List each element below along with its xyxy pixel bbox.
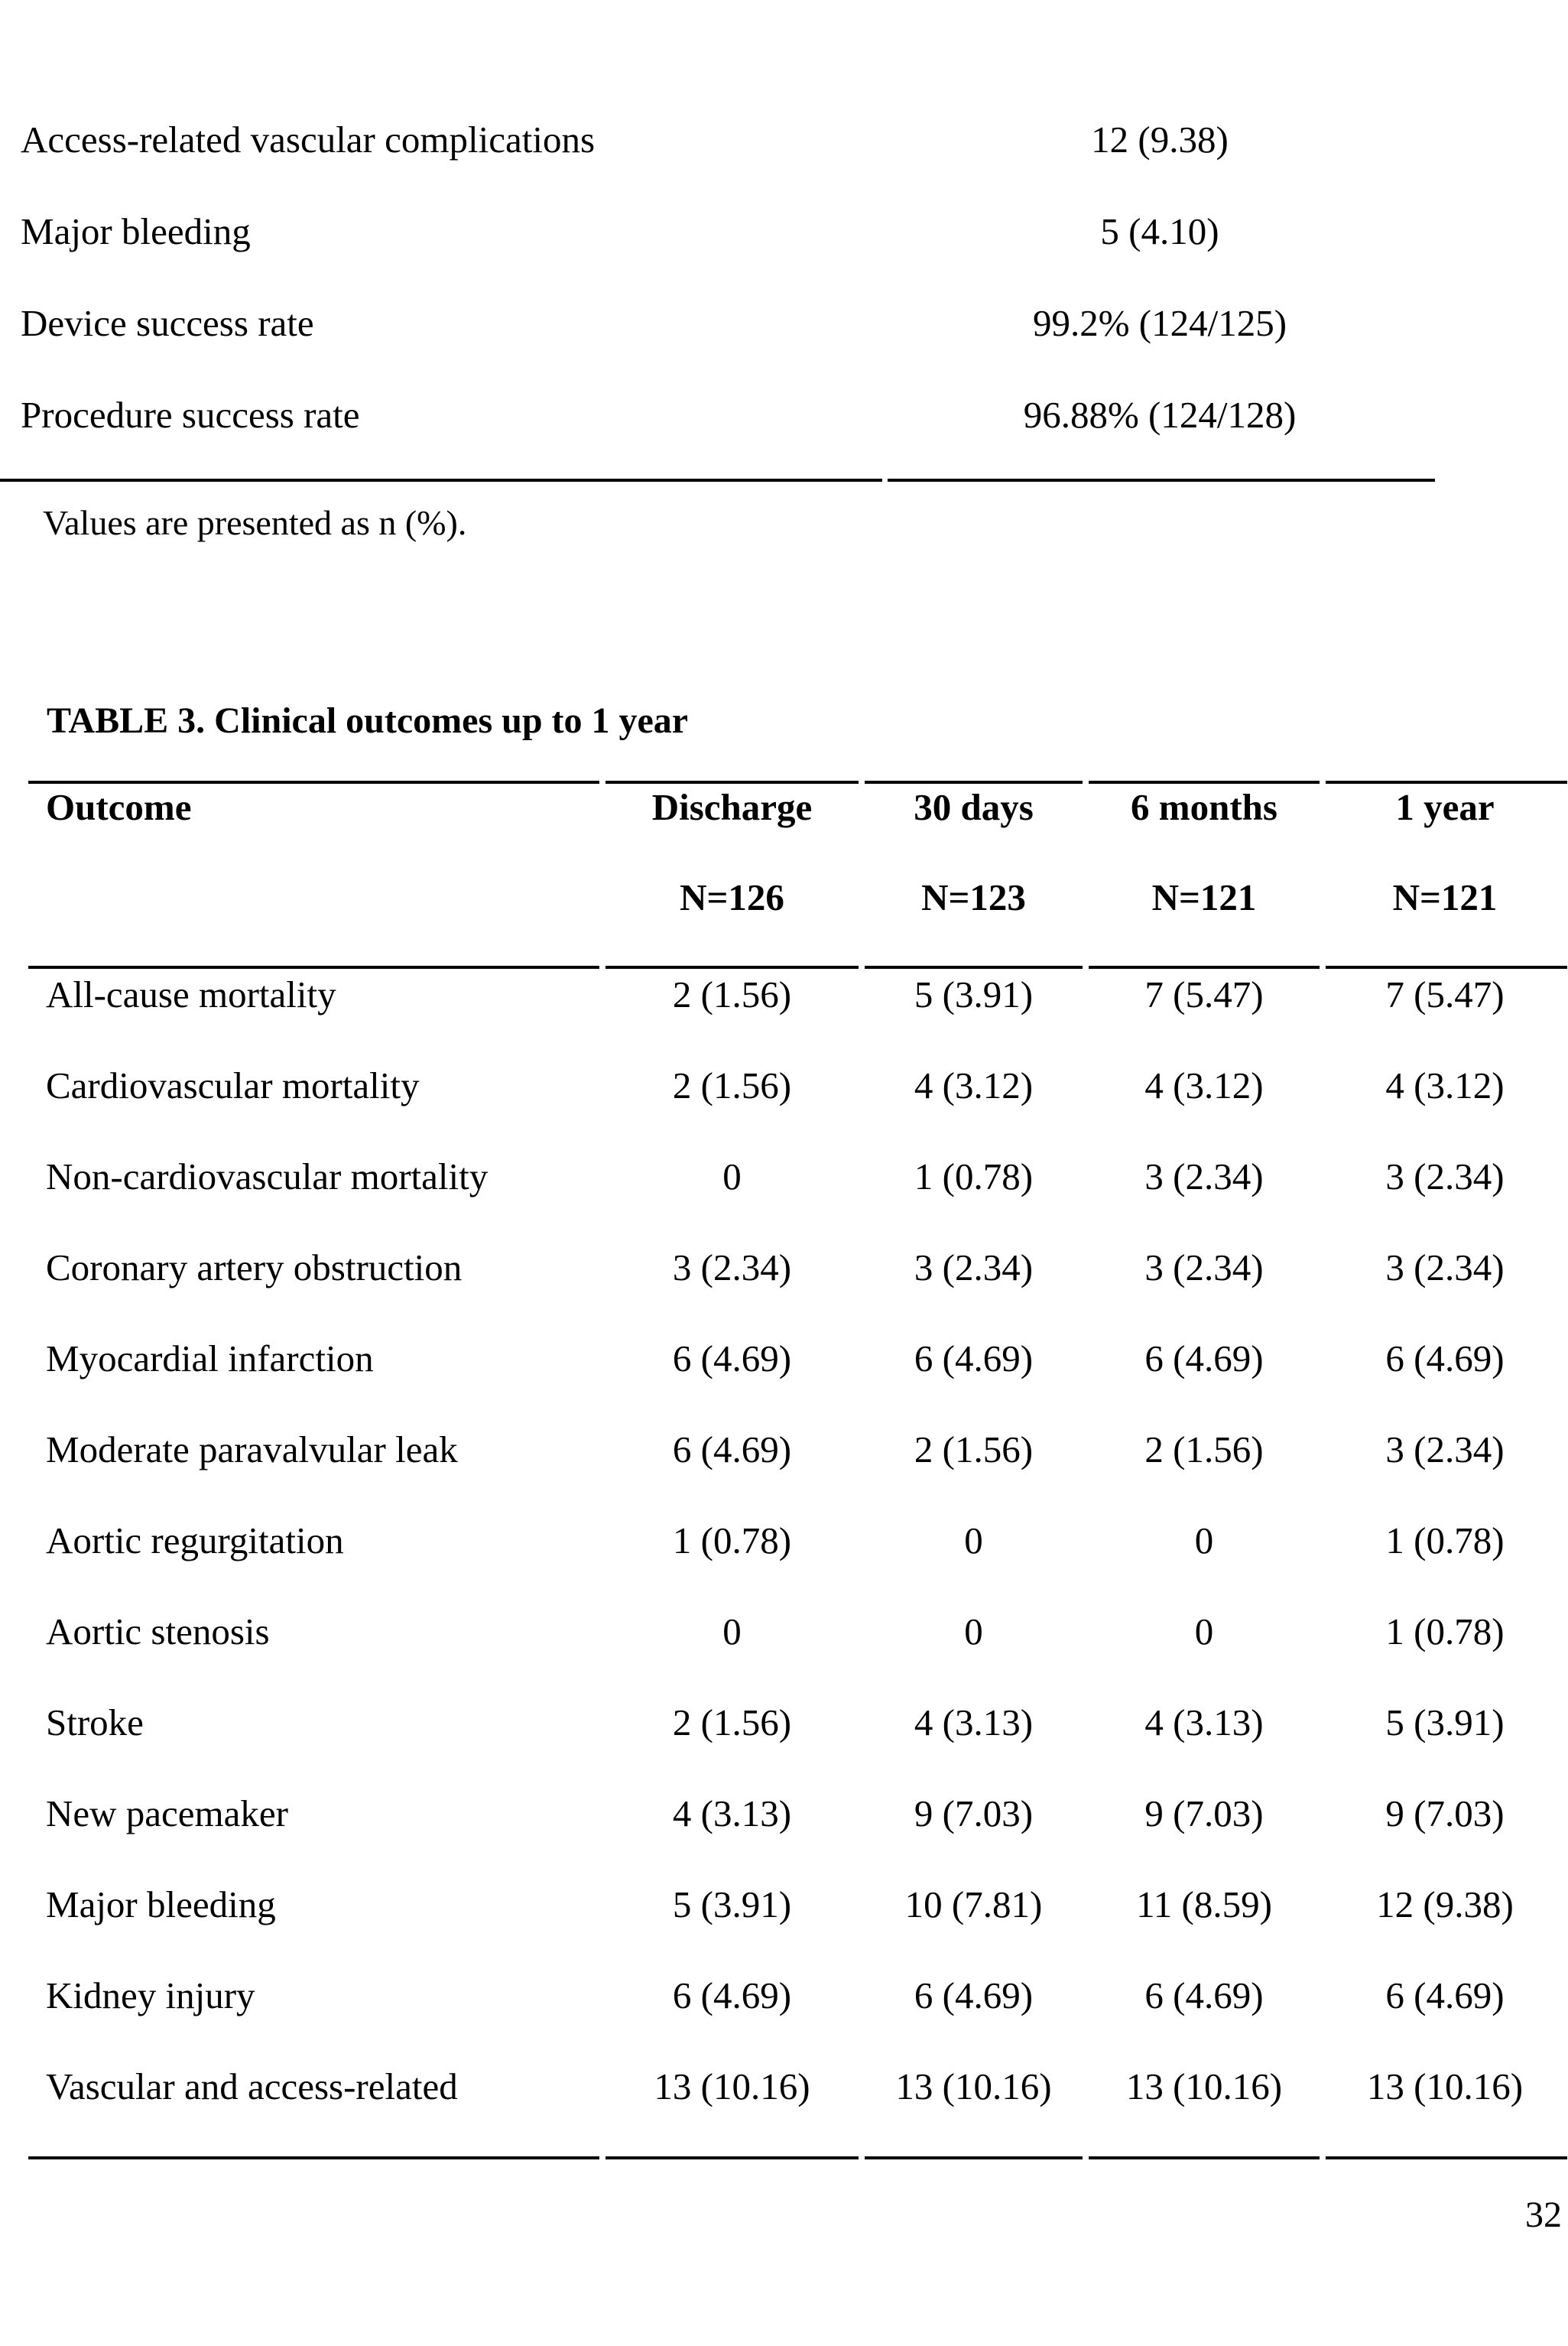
value-cell: 3 (2.34) [1144, 1155, 1264, 1197]
outcome-cell: Non-cardiovascular mortality [46, 1155, 489, 1197]
outcome-cell: Myocardial infarction [46, 1337, 374, 1379]
row-label: Major bleeding [21, 210, 251, 252]
table-row [28, 1134, 1567, 1218]
value-cell: 1 (0.78) [1385, 1519, 1505, 1561]
value-cell: 9 (7.03) [1144, 1792, 1264, 1834]
table-row [28, 1225, 1567, 1309]
column-header-1-year: 1 year [1395, 785, 1495, 828]
value-cell: 9 (7.03) [1385, 1792, 1505, 1834]
value-cell: 0 [964, 1519, 983, 1561]
value-cell: 0 [722, 1610, 742, 1652]
row-value: 99.2% (124/125) [1032, 301, 1287, 344]
column-header-outcome: Outcome [46, 785, 192, 828]
value-cell: 11 (8.59) [1136, 1883, 1272, 1925]
table-row [28, 2044, 1567, 2128]
column-header-6-months: 6 months [1131, 785, 1277, 828]
value-cell: 6 (4.69) [1144, 1974, 1264, 2016]
table3-title: TABLE 3. Clinical outcomes up to 1 year [47, 700, 689, 741]
value-cell: 3 (2.34) [1385, 1155, 1505, 1197]
value-cell: 6 (4.69) [1144, 1337, 1264, 1379]
value-cell: 12 (9.38) [1376, 1883, 1514, 1925]
outcome-cell: Stroke [46, 1701, 144, 1743]
table-row [28, 1862, 1567, 1946]
table-border-segment [865, 2156, 1083, 2159]
table-row [28, 1043, 1567, 1127]
n-count: N=123 [921, 876, 1026, 918]
outcome-cell: All-cause mortality [46, 973, 336, 1015]
value-cell: 6 (4.69) [672, 1337, 792, 1379]
value-cell: 2 (1.56) [672, 1701, 792, 1743]
value-cell: 5 (3.91) [914, 973, 1034, 1015]
value-cell: 3 (2.34) [1385, 1428, 1505, 1470]
value-cell: 2 (1.56) [1144, 1428, 1264, 1470]
value-cell: 4 (3.13) [672, 1792, 792, 1834]
value-cell: 5 (3.91) [672, 1883, 792, 1925]
row-label: Access-related vascular complications [21, 118, 596, 161]
value-cell: 9 (7.03) [914, 1792, 1034, 1834]
value-cell: 1 (0.78) [672, 1519, 792, 1561]
value-cell: 5 (3.91) [1385, 1701, 1505, 1743]
table-row [28, 1407, 1567, 1491]
table-row [28, 1316, 1567, 1400]
value-cell: 0 [964, 1610, 983, 1652]
value-cell: 3 (2.34) [672, 1246, 792, 1288]
value-cell: 6 (4.69) [672, 1974, 792, 2016]
outcome-cell: Moderate paravalvular leak [46, 1428, 458, 1470]
table-row [28, 1589, 1567, 1673]
table3-clinical-outcomes [28, 0, 1567, 2346]
outcome-cell: Major bleeding [46, 1883, 276, 1925]
row-value: 96.88% (124/128) [1023, 393, 1297, 436]
value-cell: 2 (1.56) [672, 973, 792, 1015]
outcome-cell: Kidney injury [46, 1974, 255, 2016]
table-border-segment [28, 2156, 599, 2159]
value-cell: 4 (3.13) [1144, 1701, 1264, 1743]
value-cell: 13 (10.16) [1125, 2065, 1283, 2107]
outcome-cell: Aortic regurgitation [46, 1519, 344, 1561]
value-cell: 13 (10.16) [1366, 2065, 1524, 2107]
value-cell: 7 (5.47) [1144, 973, 1264, 1015]
outcome-cell: New pacemaker [46, 1792, 288, 1834]
column-header-30-days: 30 days [914, 785, 1034, 828]
row-label: Procedure success rate [21, 393, 360, 436]
table-row [28, 952, 1567, 1036]
value-cell: 4 (3.12) [914, 1064, 1034, 1106]
n-count: N=126 [680, 876, 784, 918]
page-number: 32 [1525, 2195, 1562, 2235]
table-row [28, 1680, 1567, 1764]
value-cell: 0 [722, 1155, 742, 1197]
outcome-cell: Vascular and access-related [46, 2065, 458, 2107]
value-cell: 6 (4.69) [1385, 1974, 1505, 2016]
table-footnote: Values are presented as n (%). [43, 503, 467, 542]
value-cell: 6 (4.69) [672, 1428, 792, 1470]
value-cell: 13 (10.16) [895, 2065, 1052, 2107]
value-cell: 3 (2.34) [1144, 1246, 1264, 1288]
row-value: 5 (4.10) [1100, 210, 1219, 252]
row-value: 12 (9.38) [1091, 118, 1229, 161]
value-cell: 10 (7.81) [904, 1883, 1043, 1925]
value-cell: 6 (4.69) [914, 1974, 1034, 2016]
value-cell: 4 (3.12) [1385, 1064, 1505, 1106]
value-cell: 4 (3.13) [914, 1701, 1034, 1743]
value-cell: 0 [1194, 1610, 1214, 1652]
table-border-segment [1089, 2156, 1320, 2159]
n-count: N=121 [1151, 876, 1257, 918]
outcome-cell: Aortic stenosis [46, 1610, 270, 1652]
value-cell: 6 (4.69) [1385, 1337, 1505, 1379]
value-cell: 7 (5.47) [1385, 973, 1505, 1015]
value-cell: 4 (3.12) [1144, 1064, 1264, 1106]
table-header-n-row [28, 851, 1567, 943]
outcome-cell: Coronary artery obstruction [46, 1246, 463, 1288]
value-cell: 0 [1194, 1519, 1214, 1561]
table-border-segment [1326, 2156, 1567, 2159]
table-row [28, 1953, 1567, 2037]
value-cell: 3 (2.34) [914, 1246, 1034, 1288]
value-cell: 2 (1.56) [672, 1064, 792, 1106]
outcome-cell: Cardiovascular mortality [46, 1064, 420, 1106]
row-label: Device success rate [21, 301, 314, 344]
value-cell: 1 (0.78) [1385, 1610, 1505, 1652]
value-cell: 1 (0.78) [914, 1155, 1034, 1197]
value-cell: 6 (4.69) [914, 1337, 1034, 1379]
value-cell: 3 (2.34) [1385, 1246, 1505, 1288]
column-header-discharge: Discharge [651, 785, 813, 828]
table-row [28, 1498, 1567, 1582]
n-count: N=121 [1392, 876, 1498, 918]
table-row [28, 1771, 1567, 1855]
value-cell: 2 (1.56) [914, 1428, 1034, 1470]
table-header-row [28, 781, 1567, 833]
table-border-segment [605, 2156, 859, 2159]
value-cell: 13 (10.16) [654, 2065, 810, 2107]
